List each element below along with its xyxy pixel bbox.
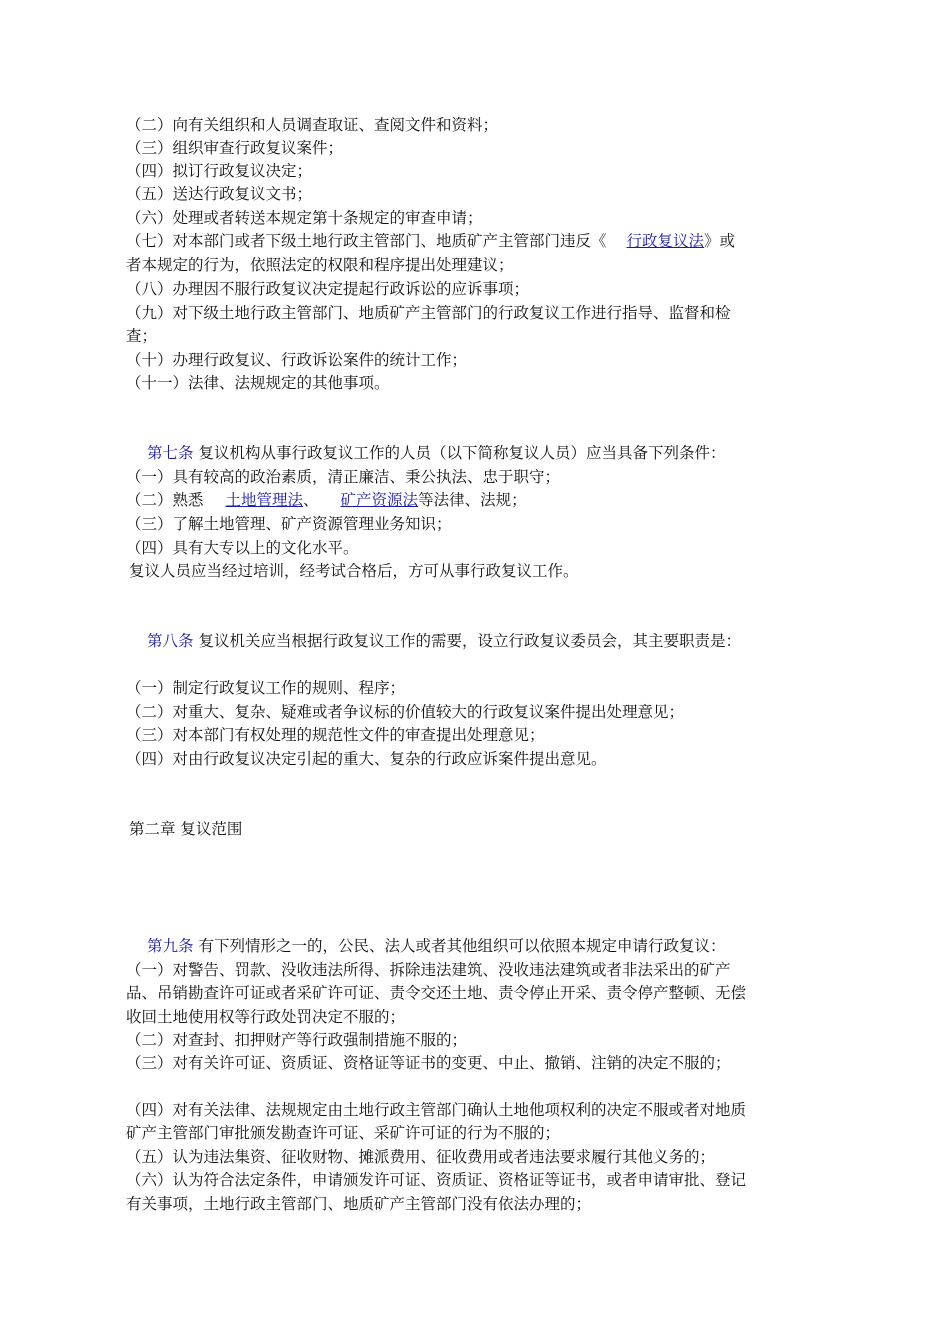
article-7-item-2-suffix: 等法律、法规； — [418, 491, 527, 509]
article-7-tag: 第七条 — [147, 444, 194, 462]
land-management-law-link[interactable]: 土地管理法 — [225, 491, 304, 509]
duty-item-2: （二）向有关组织和人员调查取证、查阅文件和资料； — [126, 116, 499, 134]
article-9-item-3: （三）对有关许可证、资质证、资格证等证书的变更、中止、撤销、注销的决定不服的； — [126, 1054, 731, 1072]
article-7-heading — [147, 442, 725, 465]
mineral-resources-law-link[interactable]: 矿产资源法 — [340, 491, 419, 509]
duty-item-7-cont: 者本规定的行为，依照法定的权限和程序提出处理建议； — [126, 256, 514, 274]
duty-item-11: （十一）法律、法规规定的其他事项。 — [126, 374, 390, 392]
article-8-item-4: （四）对由行政复议决定引起的重大、复杂的行政应诉案件提出意见。 — [126, 750, 607, 768]
duty-item-5: （五）送达行政复议文书； — [126, 185, 313, 203]
duty-item-4: （四）拟订行政复议决定； — [126, 162, 313, 180]
article-9-heading — [147, 935, 725, 958]
article-7-item-1: （一）具有较高的政治素质，清正廉洁、秉公执法、忠于职守； — [126, 468, 561, 486]
article-7-item-2 — [126, 489, 527, 512]
duty-item-7-text: （七）对本部门或者下级土地行政主管部门、地质矿产主管部门违反《 — [126, 232, 607, 250]
duty-item-9: （九）对下级土地行政主管部门、地质矿产主管部门的行政复议工作进行指导、监督和检 — [126, 304, 731, 322]
admin-review-law-link[interactable]: 行政复议法 — [626, 232, 705, 250]
link-separator: 、 — [303, 491, 319, 509]
article-7-item-4: （四）具有大专以上的文化水平。 — [126, 539, 359, 557]
article-8-item-3: （三）对本部门有权处理的规范性文件的审查提出处理意见； — [126, 726, 545, 744]
article-9-text: 有下列情形之一的，公民、法人或者其他组织可以依照本规定申请行政复议： — [198, 937, 726, 955]
duty-item-8: （八）办理因不服行政复议决定提起行政诉讼的应诉事项； — [126, 280, 530, 298]
duty-item-7-suffix: 》或 — [704, 232, 736, 250]
article-9-item-1: （一）对警告、罚款、没收违法所得、拆除违法建筑、没收违法建筑或者非法采出的矿产 — [126, 961, 731, 979]
article-8-heading — [147, 630, 741, 653]
article-9-item-5: （五）认为违法集资、征收财物、摊派费用、征收费用或者违法要求履行其他义务的； — [126, 1148, 716, 1166]
article-9-item-6: （六）认为符合法定条件，申请颁发许可证、资质证、资格证等证书，或者申请审批、登记 — [126, 1171, 747, 1189]
article-9-item-4-cont: 矿产主管部门审批颁发勘查许可证、采矿许可证的行为不服的； — [126, 1124, 561, 1142]
duty-item-9-cont: 查； — [126, 327, 158, 345]
duty-item-3: （三）组织审查行政复议案件； — [126, 139, 344, 157]
article-7-item-2-text: （二）熟悉 — [126, 491, 204, 509]
article-8-text: 复议机关应当根据行政复议工作的需要，设立行政复议委员会，其主要职责是： — [198, 632, 741, 650]
duty-item-10: （十）办理行政复议、行政诉讼案件的统计工作； — [126, 351, 468, 369]
chapter-2-title: 第二章 复议范围 — [129, 820, 243, 838]
article-9-item-4: （四）对有关法律、法规规定由土地行政主管部门确认土地他项权利的决定不服或者对地质 — [126, 1101, 747, 1119]
article-9-tag: 第九条 — [147, 937, 194, 955]
article-7-item-3: （三）了解土地管理、矿产资源管理业务知识； — [126, 515, 452, 533]
article-9-item-6-cont: 有关事项，土地行政主管部门、地质矿产主管部门没有依法办理的； — [126, 1195, 592, 1213]
duty-item-6: （六）处理或者转送本规定第十条规定的审查申请； — [126, 209, 483, 227]
article-8-item-1: （一）制定行政复议工作的规则、程序； — [126, 679, 406, 697]
duty-item-7 — [126, 230, 735, 253]
article-7-text: 复议机构从事行政复议工作的人员（以下简称复议人员）应当具备下列条件： — [198, 444, 726, 462]
article-9-item-1-cont-2: 收回土地使用权等行政处罚决定不服的； — [126, 1008, 406, 1026]
article-8-item-2: （二）对重大、复杂、疑难或者争议标的价值较大的行政复议案件提出处理意见； — [126, 703, 685, 721]
article-7-note: 复议人员应当经过培训，经考试合格后，方可从事行政复议工作。 — [129, 562, 579, 580]
article-8-tag: 第八条 — [147, 632, 194, 650]
article-9-item-2: （二）对查封、扣押财产等行政强制措施不服的； — [126, 1031, 468, 1049]
article-9-item-1-cont: 品、吊销勘查许可证或者采矿许可证、责令交还土地、责令停止开采、责令停产整顿、无偿 — [126, 984, 747, 1002]
